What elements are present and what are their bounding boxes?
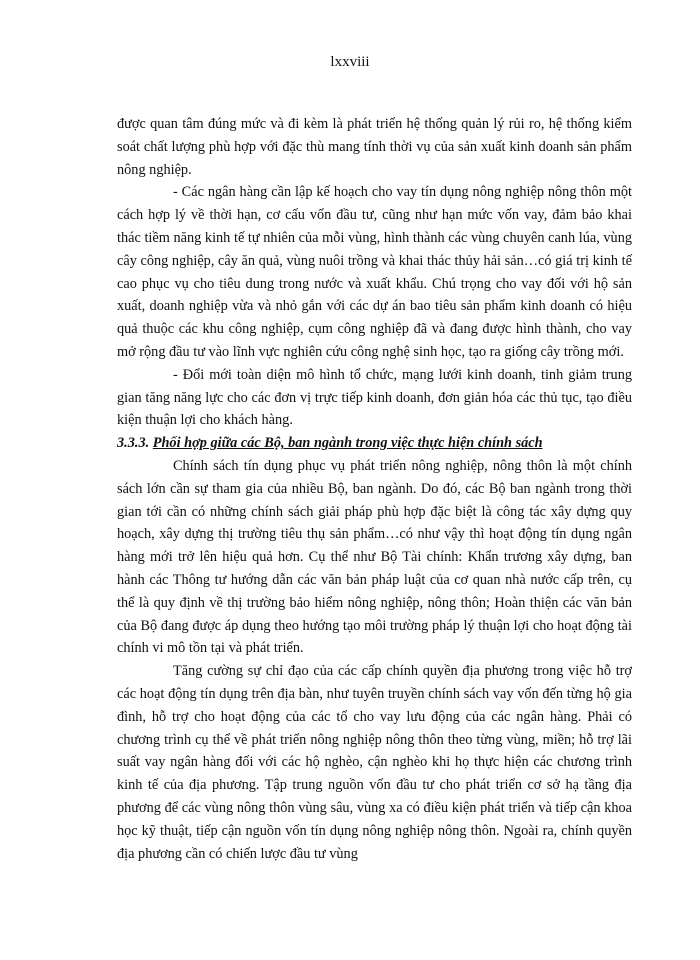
paragraph-organizational-reform: - Đổi mới toàn diện mô hình tổ chức, mạng lưới kinh doanh, tinh giảm trung gian tăng năng lực cho các đơn vị trực tiếp kinh doanh, đơn giản hóa các thủ tục, tạo điều kiện thuận lợi cho khách hàng. [117,366,632,429]
paragraph-continuation: được quan tâm đúng mức và đi kèm là phát triển hệ thống quản lý rủi ro, hệ thống kiểm soát chất lượng phù hợp với đặc thù mang tính thời vụ của sản xuất kinh doanh sản phẩm nông nghiệp. [117,116,632,178]
paragraph-ministry-coordination: Chính sách tín dụng phục vụ phát triển nông nghiệp, nông thôn là một chính sách lớn cần sự tham gia của nhiều Bộ, ban ngành. Do đó, các Bộ ban ngành trong thời gian tới cần có những chính sách giải pháp phù hợp đặc biệt là công tác xây dựng quy hoạch, xây dựng thị trường tiêu thụ sản phẩm…có như vậy thì hoạt động tín dụng ngân hàng mới trở lên hiệu quả hơn. Cụ thể như Bộ Tài chính: Khẩn trương xây dựng, ban hành các Thông tư hướng dẫn các văn bản pháp luật của cơ quan nhà nước cấp trên, cụ thể là quy định về thị trường bảo hiểm nông nghiệp, nông thôn; Hoàn thiện các văn bản của Bộ đang được áp dụng theo hướng tạo môi trường pháp lý thuận lợi cho hoạt động tài chính vi mô tồn tại và phát triển. [117,457,632,657]
page-body [117,113,632,865]
paragraph-loan-planning: - Các ngân hàng cần lập kế hoạch cho vay tín dụng nông nghiệp nông thôn một cách hợp lý về thời hạn, cơ cấu vốn đầu tư, cũng như hạn mức vốn vay, đảm bảo khai thác tiềm năng kinh tế tự nhiên của mỗi vùng, hình thành các vùng chuyên canh lúa, vùng cây công nghiệp, cây ăn quả, vùng nuôi trồng và khai thác thủy hải sản…có giá trị kinh tế cao phục vụ cho tiêu dung trong nước và xuất khẩu. Chú trọng cho vay đối với hộ sản xuất, doanh nghiệp vừa và nhỏ gắn với các dự án bao tiêu sản phẩm kinh doanh có hiệu quả thuộc các khu công nghiệp, cụm công nghiệp đã và đang được hình thành, cho vay mở rộng đầu tư vào lĩnh vực nghiên cứu công nghệ sinh học, tạo ra giống cây trồng mới. [117,184,632,360]
section-heading-number: 3.3.3. [117,435,150,452]
section-heading-title: Phối hợp giữa các Bộ, ban ngành trong việc thực hiện chính sách [152,435,543,452]
section-heading [117,432,632,455]
page-number: lxxviii [330,54,370,70]
paragraph-local-government: Tăng cường sự chỉ đạo của các cấp chính quyền địa phương trong việc hỗ trợ các hoạt động tín dụng trên địa bàn, như tuyên truyền chính sách vay vốn đến từng hộ gia đình, hỗ trợ cho hoạt động của các tổ cho vay lưu động của các ngân hàng. Phải có chương trình cụ thể về phát triển nông nghiệp nông thôn theo từng vùng, miền; hỗ trợ lãi suất vay ngân hàng đối với các hộ nghèo, cận nghèo khi họ thực hiện các chương trình kinh tế của địa phương. Tập trung nguồn vốn đầu tư cho phát triển cơ sở hạ tầng địa phương để các vùng nông thôn vùng sâu, vùng xa có điều kiện phát triển và tiếp cận khoa học kỹ thuật, tiếp cận nguồn vốn tín dụng nông nghiệp nông thôn. Ngoài ra, chính quyền địa phương cần có chiến lược đầu tư vùng [117,663,632,862]
